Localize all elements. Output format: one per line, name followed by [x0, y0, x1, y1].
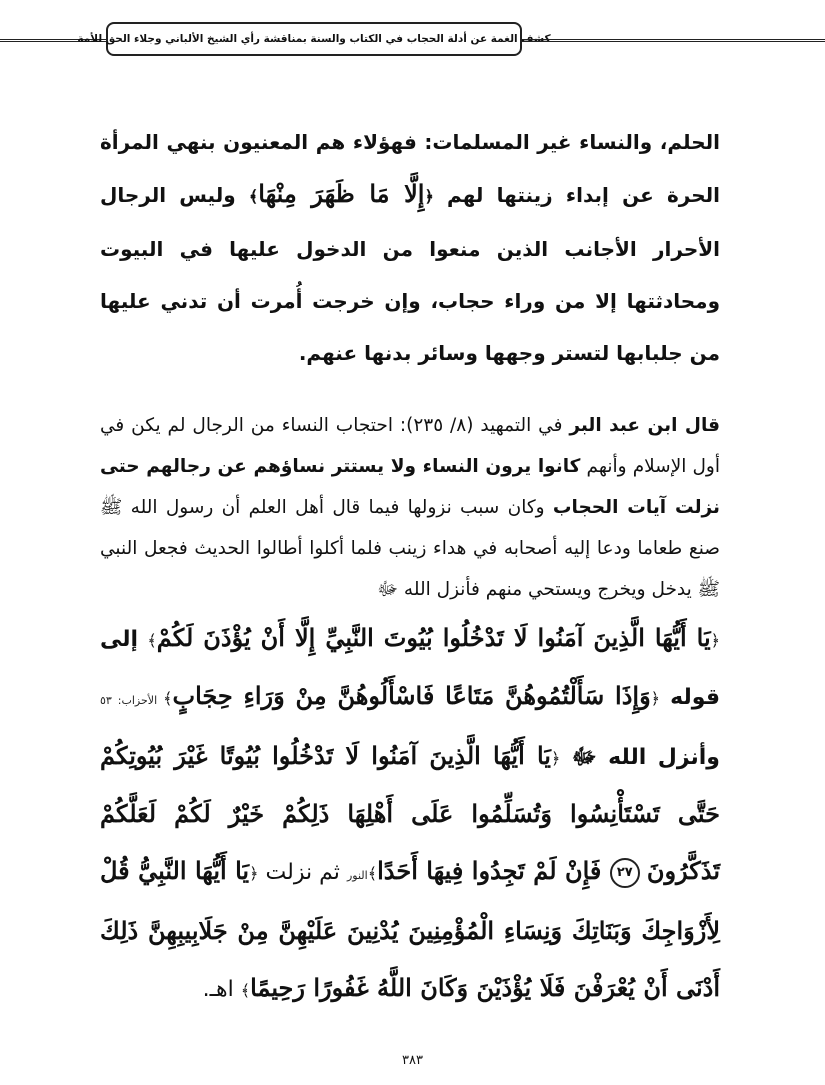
quran-verse: يَا أَيُّهَا النَّبِيُّ قُلْ لِأَزْوَاجِكَ وَبَنَاتِكَ وَنِسَاءِ الْمُؤْمِنِينَ يُدْنِينَ عَلَيْهِنَّ مِنْ جَلَابِيبِهِنَّ ذَلِكَ أَدْنَى أَنْ يُعْرَفْنَ فَلَا يُؤْذَيْنَ وَكَانَ اللَّهُ غَفُورًا رَحِيمًا: [100, 856, 720, 1002]
header-rule-right: [522, 39, 825, 42]
paragraph-1: [100, 116, 720, 379]
text: اهـ.: [202, 977, 241, 1002]
page-number: ٣٨٣: [402, 1053, 423, 1068]
text: في التمهيد (٨/ ٢٣٥): احتجاب النساء من الرجال لم يكن في أول الإسلام وأنهم: [100, 415, 720, 477]
surah-reference: الأحزاب: ٥٣: [100, 694, 164, 707]
paragraph-2: [100, 405, 720, 610]
quran-bracket-open: ﴿: [424, 187, 434, 206]
quran-bracket-close: ﴾: [163, 689, 173, 708]
text: وأنزل الله ﷻ: [560, 745, 720, 770]
verse-number-badge: ٢٧: [610, 858, 640, 888]
quran-bracket-close: ﴾: [240, 981, 251, 1000]
quran-verse: يَا أَيُّهَا الَّذِينَ آمَنُوا لَا تَدْخُلُوا بُيُوتًا غَيْرَ بُيُوتِكُمْ حَتَّى تَسْتَأْنِسُوا وَتُسَلِّمُوا عَلَى أَهْلِهَا ذَلِكُمْ خَيْرٌ لَكُمْ لَعَلَّكُمْ تَذَكَّرُونَ: [100, 741, 721, 885]
quran-bracket-open: ﴿: [249, 864, 259, 883]
text: وليس الرجال الأحرار الأجانب الذين منعوا من الدخول عليها في البيوت ومحادثتها إلا من وراء حجاب، وإن خرجت أُمرت أن تدني عليها من جلبابها لتستر وجهها وسائر بدنها عنهم.: [100, 183, 720, 365]
paragraph-3: [100, 610, 720, 1018]
header-title: كشف الغمة عن أدلة الحجاب في الكتاب والسنة بمناقشة رأي الشيخ الألباني وجلاء الحق للأمة: [106, 22, 522, 56]
emphasis-text: كانوا يرون النساء ولا يستتر نساؤهم عن رجالهم حتى نزلت آيات الحجاب: [100, 456, 720, 518]
quran-verse: فَإِنْ لَمْ تَجِدُوا فِيهَا أَحَدًا: [377, 856, 610, 885]
quran-bracket-open: ﴿: [550, 749, 561, 768]
text: وكان سبب نزولها فيما قال أهل العلم أن رسول الله ﷺ صنع طعاما ودعا إليه أصحابه في هداء زينب فلما أكلوا أطالوا الحديث فجعل النبي ﷺ يدخل ويخرج ويستحي منهم فأنزل الله ﷻ: [100, 497, 720, 600]
quran-bracket-close: ﴾: [367, 864, 378, 883]
quran-verse: يَا أَيُّهَا الَّذِينَ آمَنُوا لَا تَدْخُلُوا بُيُوتَ النَّبِيِّ إِلَّا أَنْ يُؤْذَنَ لَكُمْ: [156, 623, 711, 652]
surah-reference: النور: [346, 869, 368, 882]
text: ثم نزلت: [258, 860, 347, 885]
quran-bracket-close: ﴾: [248, 187, 259, 206]
quran-bracket-close: ﴾: [147, 631, 157, 650]
page-body: [100, 116, 720, 1018]
quran-verse: وَإِذَا سَأَلْتُمُوهُنَّ مَتَاعًا فَاسْأَلُوهُنَّ مِنْ وَرَاءِ حِجَابٍ: [172, 681, 651, 710]
text: إلى قوله: [100, 627, 720, 710]
quran-bracket-open: ﴿: [710, 631, 721, 650]
author-name: قال ابن عبد البر: [569, 415, 721, 436]
quran-bracket-open: ﴿: [650, 689, 661, 708]
quran-verse: إِلَّا مَا ظَهَرَ مِنْهَا: [258, 179, 425, 208]
running-header: [0, 18, 825, 62]
text: الحلم، والنساء غير المسلمات: فهؤلاء هم المعنيون بنهي المرأة الحرة عن إبداء زينتها لهم: [100, 130, 720, 207]
